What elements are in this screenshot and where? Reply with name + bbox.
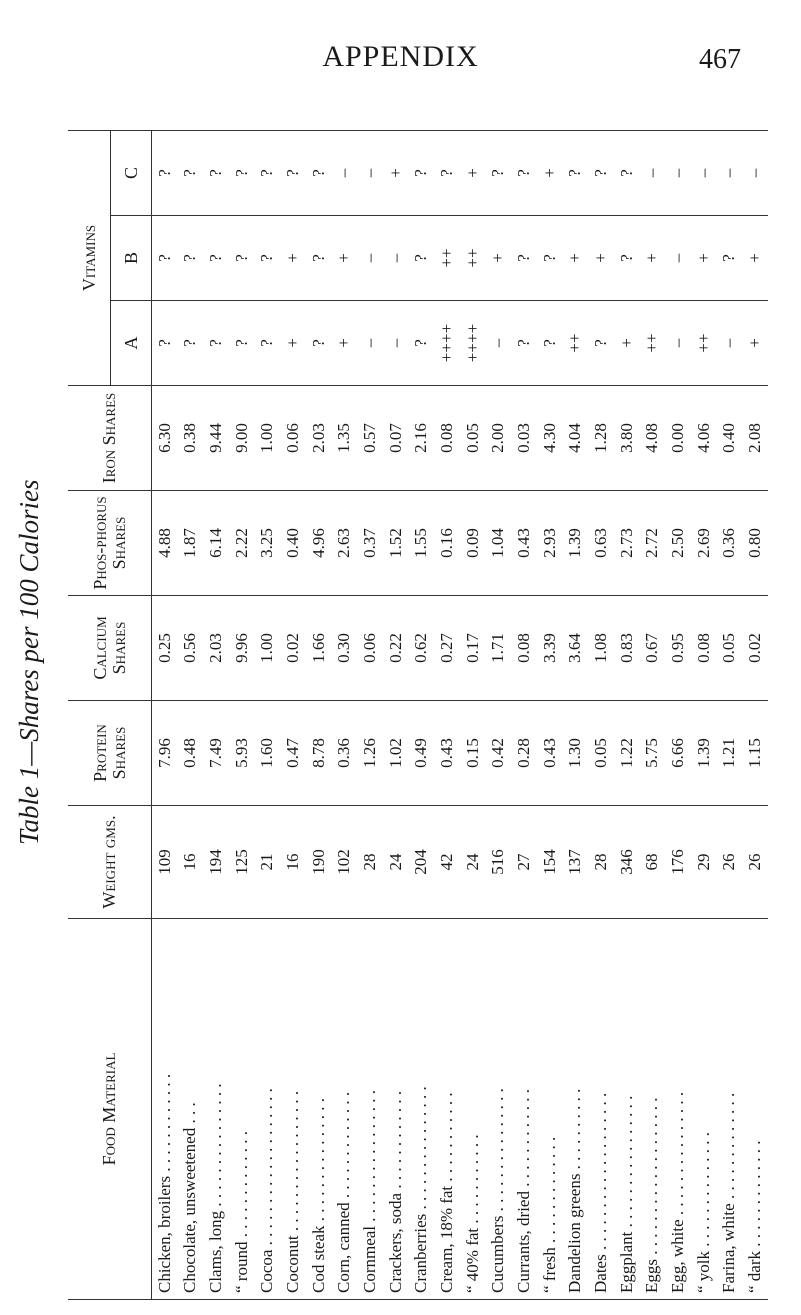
iron-cell: 0.38 [178,386,204,491]
vitamin-b-cell: ? [717,216,743,301]
header-vitamin-c: C [111,131,152,216]
table-row [717,131,743,1300]
iron-cell: 0.57 [357,386,383,491]
vitamin-a-cell: – [383,301,409,386]
protein-cell: 1.22 [614,701,640,806]
header-iron: Iron Shares [68,386,152,491]
iron-cell: 2.16 [409,386,435,491]
table-caption-text: Table 1—Shares per 100 Calories [14,479,44,845]
weight-cell: 27 [511,806,537,919]
food-material-cell: “ 40% fat . . . . . . . . . . . [460,919,486,1300]
protein-cell: 0.49 [409,701,435,806]
table-body [152,131,769,1300]
vitamin-a-cell: ? [229,301,255,386]
weight-cell: 125 [229,806,255,919]
vitamin-c-cell: + [460,131,486,216]
phosphorus-cell: 2.93 [537,491,563,596]
vitamin-a-cell: ? [511,301,537,386]
food-material-cell: Cucumbers . . . . . . . . . . . . . . . [486,919,512,1300]
calcium-cell: 0.02 [742,596,768,701]
protein-cell: 1.21 [717,701,743,806]
food-material-cell: Crackers, soda . . . . . . . . . . . . [383,919,409,1300]
food-material-cell: Farina, white . . . . . . . . . . . . . [717,919,743,1300]
weight-cell: 102 [332,806,358,919]
page-header [0,40,801,80]
protein-cell: 0.43 [537,701,563,806]
phosphorus-cell: 1.52 [383,491,409,596]
vitamin-a-cell: ? [178,301,204,386]
calcium-cell: 1.00 [255,596,281,701]
header-protein: Protein Shares [68,701,152,806]
table-caption [8,470,48,850]
vitamin-c-cell: ? [486,131,512,216]
iron-cell: 9.44 [203,386,229,491]
protein-cell: 0.42 [486,701,512,806]
protein-cell: 0.28 [511,701,537,806]
vitamin-b-cell: ? [229,216,255,301]
vitamin-b-cell: + [640,216,666,301]
vitamin-a-cell: + [614,301,640,386]
calcium-cell: 1.66 [306,596,332,701]
weight-cell: 26 [742,806,768,919]
vitamin-b-cell: + [280,216,306,301]
iron-cell: 1.35 [332,386,358,491]
food-material-cell: Cocoa . . . . . . . . . . . . . . . . . . . [255,919,281,1300]
table-row [229,131,255,1300]
weight-cell: 42 [434,806,460,919]
calcium-cell: 0.08 [691,596,717,701]
protein-cell: 0.36 [332,701,358,806]
vitamin-b-cell: + [588,216,614,301]
iron-cell: 0.03 [511,386,537,491]
vitamin-c-cell: ? [588,131,614,216]
iron-cell: 4.30 [537,386,563,491]
calcium-cell: 3.39 [537,596,563,701]
calcium-cell: 0.05 [717,596,743,701]
iron-cell: 6.30 [152,386,178,491]
vitamin-a-cell: + [280,301,306,386]
header-phosphorus: Phos-phorus Shares [68,491,152,596]
vitamin-c-cell: ? [152,131,178,216]
weight-cell: 194 [203,806,229,919]
vitamin-c-cell: + [537,131,563,216]
protein-cell: 1.02 [383,701,409,806]
vitamin-b-cell: + [691,216,717,301]
iron-cell: 3.80 [614,386,640,491]
vitamin-a-cell: ? [306,301,332,386]
table-row [178,131,204,1300]
iron-cell: 0.07 [383,386,409,491]
page-title: APPENDIX [322,40,479,73]
vitamin-c-cell: – [665,131,691,216]
header-calcium: Calcium Shares [68,596,152,701]
iron-cell: 0.40 [717,386,743,491]
vitamin-c-cell: ? [306,131,332,216]
phosphorus-cell: 2.63 [332,491,358,596]
vitamin-b-cell: ? [614,216,640,301]
vitamin-b-cell: ? [306,216,332,301]
food-material-cell: Egg, white . . . . . . . . . . . . . . . [665,919,691,1300]
protein-cell: 0.48 [178,701,204,806]
vitamin-c-cell: – [742,131,768,216]
calcium-cell: 1.71 [486,596,512,701]
calcium-cell: 0.06 [357,596,383,701]
protein-cell: 0.05 [588,701,614,806]
food-material-cell: Eggplant . . . . . . . . . . . . . . . . [614,919,640,1300]
calcium-cell: 0.30 [332,596,358,701]
vitamin-a-cell: ? [255,301,281,386]
phosphorus-cell: 0.80 [742,491,768,596]
phosphorus-cell: 0.36 [717,491,743,596]
vitamin-b-cell: ++ [434,216,460,301]
vitamin-a-cell: + [742,301,768,386]
weight-cell: 21 [255,806,281,919]
food-material-cell: Cream, 18% fat . . . . . . . . . . . [434,919,460,1300]
iron-cell: 0.08 [434,386,460,491]
table-wrapper [68,130,768,1300]
vitamin-a-cell: + [332,301,358,386]
table-row [486,131,512,1300]
food-material-cell: Eggs . . . . . . . . . . . . . . . . . . . [640,919,666,1300]
phosphorus-cell: 2.73 [614,491,640,596]
protein-cell: 5.93 [229,701,255,806]
phosphorus-cell: 6.14 [203,491,229,596]
iron-cell: 4.08 [640,386,666,491]
vitamin-a-cell: ++ [691,301,717,386]
vitamin-c-cell: ? [614,131,640,216]
vitamin-a-cell: ? [588,301,614,386]
iron-cell: 0.06 [280,386,306,491]
weight-cell: 346 [614,806,640,919]
vitamin-c-cell: – [717,131,743,216]
phosphorus-cell: 0.16 [434,491,460,596]
vitamin-a-cell: – [665,301,691,386]
weight-cell: 68 [640,806,666,919]
protein-cell: 7.96 [152,701,178,806]
vitamin-c-cell: ? [434,131,460,216]
header-food-material: Food Material [68,919,152,1300]
phosphorus-cell: 0.63 [588,491,614,596]
vitamin-b-cell: + [563,216,589,301]
food-material-cell: Dates . . . . . . . . . . . . . . . . . . . [588,919,614,1300]
food-material-cell: “ fresh . . . . . . . . . . . . . [537,919,563,1300]
vitamin-b-cell: + [486,216,512,301]
table-row [255,131,281,1300]
table-row [357,131,383,1300]
iron-cell: 2.00 [486,386,512,491]
food-material-cell: “ round . . . . . . . . . . . . . [229,919,255,1300]
table-row [152,131,178,1300]
nutrient-shares-table [68,130,768,1300]
vitamin-b-cell: ? [152,216,178,301]
vitamin-c-cell: ? [229,131,255,216]
table-row [434,131,460,1300]
weight-cell: 176 [665,806,691,919]
protein-cell: 0.15 [460,701,486,806]
vitamin-b-cell: ? [255,216,281,301]
food-material-cell: Chocolate, unsweetened . . . [178,919,204,1300]
vitamin-a-cell: – [717,301,743,386]
vitamin-b-cell: + [742,216,768,301]
table-row [203,131,229,1300]
weight-cell: 24 [460,806,486,919]
vitamin-b-cell: ? [203,216,229,301]
vitamin-c-cell: ? [203,131,229,216]
vitamin-c-cell: – [691,131,717,216]
vitamin-a-cell: ++ [563,301,589,386]
phosphorus-cell: 2.22 [229,491,255,596]
calcium-cell: 0.22 [383,596,409,701]
phosphorus-cell: 2.72 [640,491,666,596]
iron-cell: 0.00 [665,386,691,491]
header-weight: Weight gms. [68,806,152,919]
vitamin-c-cell: ? [409,131,435,216]
calcium-cell: 0.27 [434,596,460,701]
vitamin-a-cell: ? [409,301,435,386]
vitamin-a-cell: ++ [640,301,666,386]
phosphorus-cell: 0.40 [280,491,306,596]
iron-cell: 2.08 [742,386,768,491]
vitamin-a-cell: – [486,301,512,386]
calcium-cell: 3.64 [563,596,589,701]
vitamin-b-cell: + [332,216,358,301]
vitamin-b-cell: ? [537,216,563,301]
vitamin-a-cell: ? [537,301,563,386]
calcium-cell: 0.02 [280,596,306,701]
calcium-cell: 0.08 [511,596,537,701]
iron-cell: 1.28 [588,386,614,491]
weight-cell: 16 [280,806,306,919]
calcium-cell: 0.56 [178,596,204,701]
iron-cell: 0.05 [460,386,486,491]
table-row [742,131,768,1300]
vitamin-c-cell: – [640,131,666,216]
vitamin-c-cell: – [357,131,383,216]
table-row [460,131,486,1300]
weight-cell: 154 [537,806,563,919]
vitamin-b-cell: – [665,216,691,301]
vitamin-b-cell: ? [409,216,435,301]
protein-cell: 5.75 [640,701,666,806]
weight-cell: 29 [691,806,717,919]
calcium-cell: 0.95 [665,596,691,701]
table-rotated [68,130,768,1300]
table-row [614,131,640,1300]
weight-cell: 24 [383,806,409,919]
table-row [640,131,666,1300]
phosphorus-cell: 0.43 [511,491,537,596]
phosphorus-cell: 2.50 [665,491,691,596]
weight-cell: 28 [588,806,614,919]
food-material-cell: Coconut . . . . . . . . . . . . . . . . . [280,919,306,1300]
weight-cell: 16 [178,806,204,919]
protein-cell: 1.39 [691,701,717,806]
phosphorus-cell: 1.87 [178,491,204,596]
page-number: 467 [699,44,741,75]
vitamin-a-cell: ++++ [460,301,486,386]
phosphorus-cell: 0.37 [357,491,383,596]
food-material-cell: “ yolk . . . . . . . . . . . . . . [691,919,717,1300]
vitamin-b-cell: – [383,216,409,301]
calcium-cell: 0.62 [409,596,435,701]
vitamin-c-cell: ? [511,131,537,216]
food-material-cell: Corn, canned . . . . . . . . . . . . . [332,919,358,1300]
vitamin-b-cell: ? [178,216,204,301]
vitamin-c-cell: ? [563,131,589,216]
food-material-cell: Chicken, broilers . . . . . . . . . . . . [152,919,178,1300]
food-material-cell: Currants, dried . . . . . . . . . . . . [511,919,537,1300]
calcium-cell: 1.08 [588,596,614,701]
table-row [691,131,717,1300]
table-row [332,131,358,1300]
vitamin-c-cell: + [383,131,409,216]
phosphorus-cell: 1.04 [486,491,512,596]
table-row [563,131,589,1300]
vitamin-c-cell: ? [178,131,204,216]
calcium-cell: 0.25 [152,596,178,701]
table-row [537,131,563,1300]
vitamin-b-cell: – [357,216,383,301]
calcium-cell: 2.03 [203,596,229,701]
table-row [665,131,691,1300]
protein-cell: 6.66 [665,701,691,806]
calcium-cell: 9.96 [229,596,255,701]
iron-cell: 2.03 [306,386,332,491]
vitamin-a-cell: ++++ [434,301,460,386]
table-row [280,131,306,1300]
phosphorus-cell: 1.55 [409,491,435,596]
table-row [588,131,614,1300]
food-material-cell: Cornmeal . . . . . . . . . . . . . . . . [357,919,383,1300]
vitamin-a-cell: ? [203,301,229,386]
vitamin-a-cell: ? [152,301,178,386]
header-vitamin-a: A [111,301,152,386]
iron-cell: 1.00 [255,386,281,491]
calcium-cell: 0.67 [640,596,666,701]
table-row [306,131,332,1300]
protein-cell: 8.78 [306,701,332,806]
protein-cell: 1.15 [742,701,768,806]
food-material-cell: Cranberries . . . . . . . . . . . . . . . [409,919,435,1300]
calcium-cell: 0.83 [614,596,640,701]
header-vitamins: Vitamins [68,131,111,386]
weight-cell: 204 [409,806,435,919]
protein-cell: 7.49 [203,701,229,806]
food-material-cell: “ dark . . . . . . . . . . . . . [742,919,768,1300]
table-row [383,131,409,1300]
weight-cell: 190 [306,806,332,919]
iron-cell: 4.06 [691,386,717,491]
weight-cell: 516 [486,806,512,919]
vitamin-b-cell: ++ [460,216,486,301]
protein-cell: 0.43 [434,701,460,806]
iron-cell: 9.00 [229,386,255,491]
table-row [511,131,537,1300]
phosphorus-cell: 0.09 [460,491,486,596]
protein-cell: 0.47 [280,701,306,806]
phosphorus-cell: 4.88 [152,491,178,596]
protein-cell: 1.26 [357,701,383,806]
protein-cell: 1.30 [563,701,589,806]
phosphorus-cell: 3.25 [255,491,281,596]
protein-cell: 1.60 [255,701,281,806]
phosphorus-cell: 2.69 [691,491,717,596]
vitamin-b-cell: ? [511,216,537,301]
calcium-cell: 0.17 [460,596,486,701]
table-row [409,131,435,1300]
weight-cell: 28 [357,806,383,919]
iron-cell: 4.04 [563,386,589,491]
vitamin-c-cell: – [332,131,358,216]
phosphorus-cell: 4.96 [306,491,332,596]
weight-cell: 137 [563,806,589,919]
vitamin-c-cell: ? [255,131,281,216]
food-material-cell: Cod steak . . . . . . . . . . . . . . . [306,919,332,1300]
vitamin-c-cell: ? [280,131,306,216]
food-material-cell: Dandelion greens . . . . . . . . . . [563,919,589,1300]
weight-cell: 109 [152,806,178,919]
weight-cell: 26 [717,806,743,919]
header-vitamin-b: B [111,216,152,301]
vitamin-a-cell: – [357,301,383,386]
phosphorus-cell: 1.39 [563,491,589,596]
food-material-cell: Clams, long . . . . . . . . . . . . . . . [203,919,229,1300]
